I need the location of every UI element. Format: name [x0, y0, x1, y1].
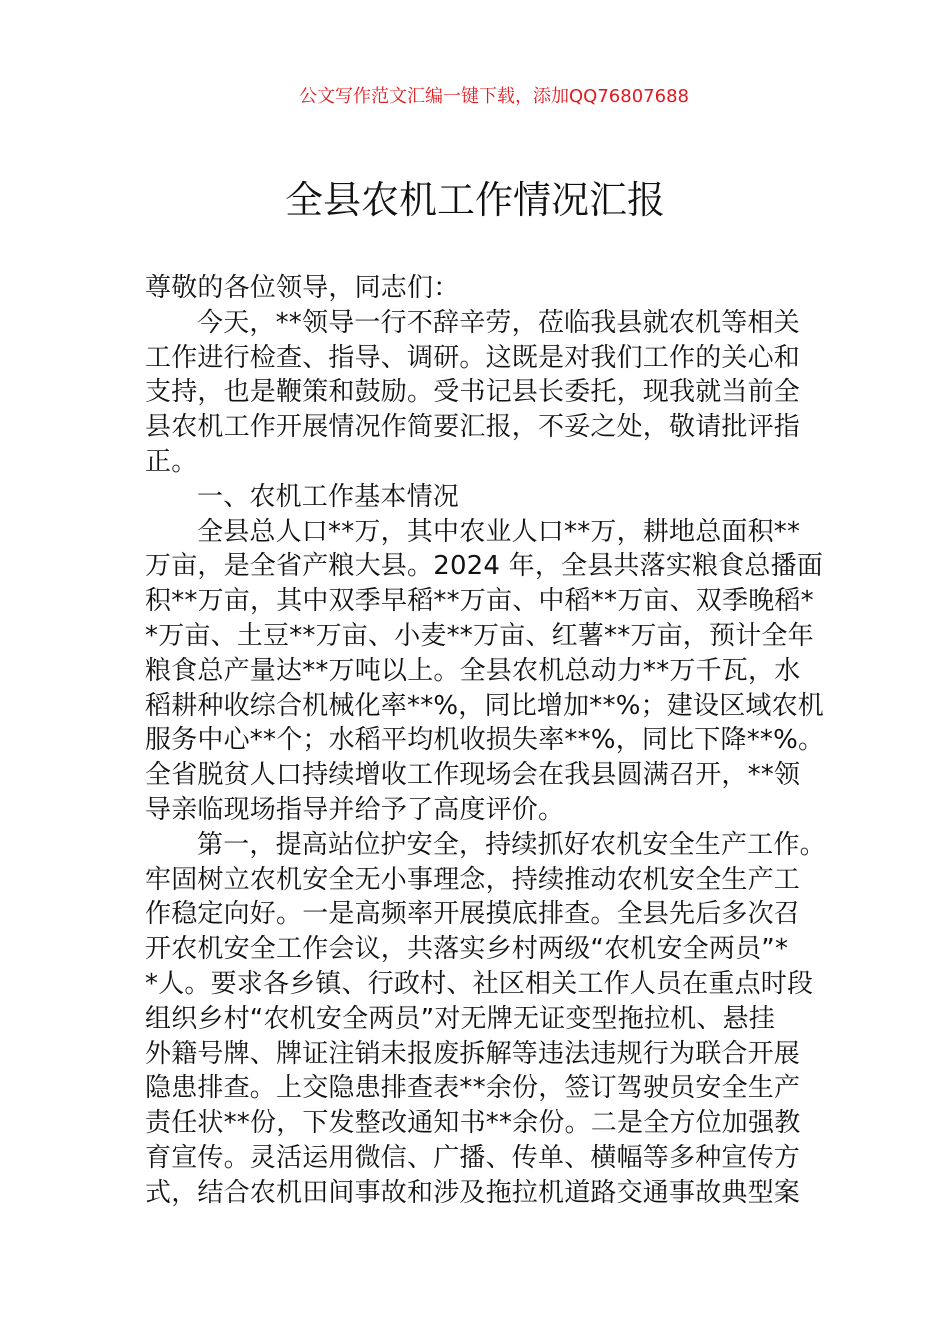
text-line: 全县总人口**万，其中农业人口**万，耕地总面积** [197, 516, 801, 547]
text-line: *万亩、土豆**万亩、小麦**万亩、红薯**万亩，预计全年 [145, 620, 814, 651]
text-line: 支持，也是鞭策和鼓励。受书记县长委托，现我就当前全 [145, 377, 801, 408]
text-line: 第一，提高站位护安全，持续抓好农机安全生产工作。 [197, 829, 826, 860]
text-line: 导亲临现场指导并给予了高度评价。 [145, 794, 565, 825]
text-line: 牢固树立农机安全无小事理念，持续推动农机安全生产工 [145, 864, 801, 895]
text-line: 尊敬的各位领导，同志们： [145, 273, 460, 303]
text-line: 育宣传。灵活运用微信、广播、传单、横幅等多种宣传方 [145, 1142, 801, 1173]
text-line: 工作进行检查、指导、调研。这既是对我们工作的关心和 [145, 342, 801, 373]
document-body [145, 271, 845, 1211]
text-line: 县农机工作开展情况作简要汇报，不妥之处，敬请批评指 [145, 412, 801, 443]
text-line: 责任状**份，下发整改通知书**余份。二是全方位加强教 [145, 1108, 801, 1139]
text-line: 积**万亩，其中双季早稻**万亩、中稻**万亩、双季晚稻* [145, 586, 814, 617]
text-line: 今天，**领导一行不辞辛劳，莅临我县就农机等相关 [197, 307, 800, 338]
text-line: 正。 [145, 446, 198, 477]
text-line: *人。要求各乡镇、行政村、社区相关工作人员在重点时段 [145, 968, 814, 999]
text-line: 作稳定向好。一是高频率开展摸底排查。全县先后多次召 [145, 899, 801, 930]
text-line: 服务中心**个；水稻平均机收损失率**%，同比下降**%。 [145, 725, 825, 756]
text-line: 稻耕种收综合机械化率**%，同比增加**%；建设区域农机 [145, 690, 825, 721]
text-line: 隐患排查。上交隐患排查表**余份，签订驾驶员安全生产 [145, 1073, 801, 1104]
download-watermark-text: 公文写作范文汇编一键下载，添加QQ76807688 [299, 86, 689, 107]
text-line: 万亩，是全省产粮大县。2024 年，全县共落实粮食总播面 [145, 551, 824, 582]
text-line: 组织乡村“农机安全两员”对无牌无证变型拖拉机、悬挂 [145, 1003, 775, 1034]
text-line: 开农机安全工作会议，共落实乡村两级“农机安全两员”* [145, 934, 789, 965]
text-line: 式，结合农机田间事故和涉及拖拉机道路交通事故典型案 [145, 1177, 801, 1208]
text-line: 一、农机工作基本情况 [197, 481, 460, 512]
document-title: 全县农机工作情况汇报 [284, 178, 665, 222]
text-line: 粮食总产量达**万吨以上。全县农机总动力**万千瓦，水 [145, 655, 801, 686]
text-line: 外籍号牌、牌证注销未报废拆解等违法违规行为联合开展 [145, 1038, 801, 1069]
text-line: 全省脱贫人口持续增收工作现场会在我县圆满召开，**领 [145, 760, 801, 791]
